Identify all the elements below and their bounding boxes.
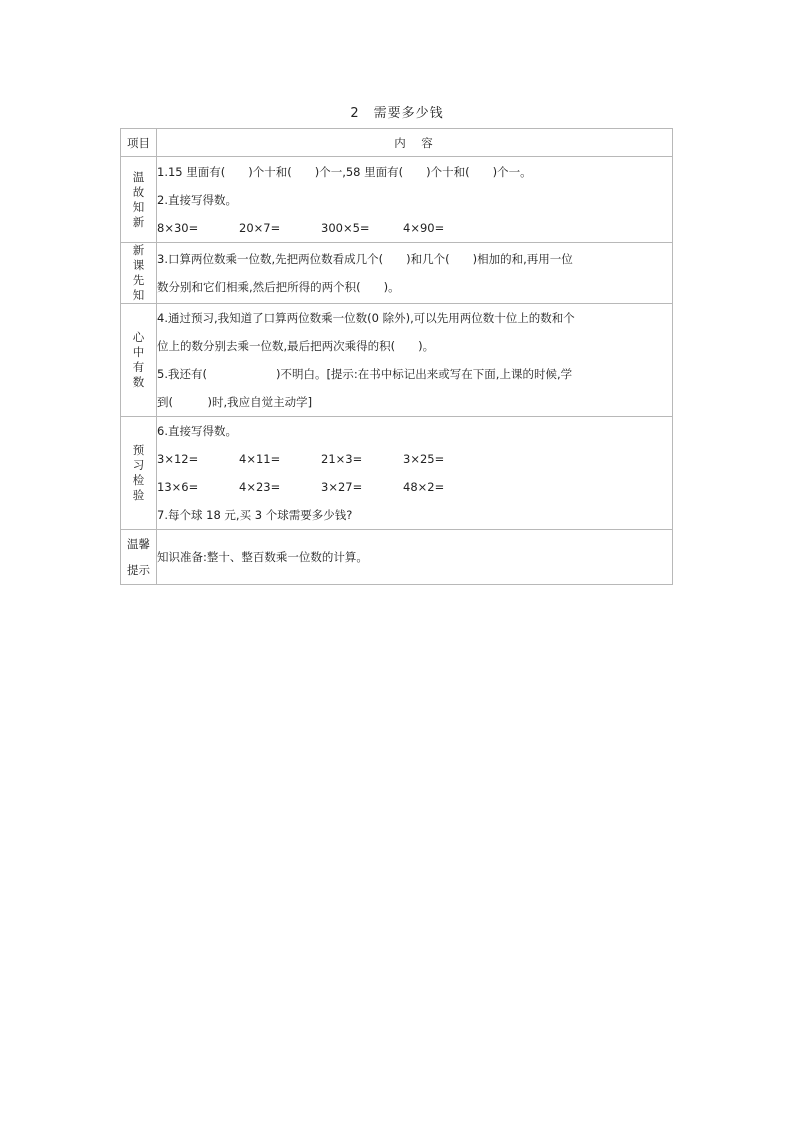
calc-item: 13×6= bbox=[157, 480, 199, 494]
question-7: 7.每个球 18 元,买 3 个球需要多少钱? bbox=[157, 508, 353, 522]
label-char: 预 bbox=[132, 443, 145, 457]
section-preview bbox=[121, 243, 673, 304]
label-char: 检 bbox=[132, 473, 145, 487]
label-char: 新 bbox=[132, 214, 145, 229]
question-3-line-1: 3.口算两位数乘一位数,先把两位数看成几个( )和几个( )相加的和,再用一位 bbox=[157, 252, 573, 266]
label-char: 习 bbox=[132, 458, 145, 472]
label-char: 新 bbox=[132, 243, 145, 257]
label-char: 温 bbox=[132, 169, 145, 184]
label-char: 课 bbox=[132, 258, 145, 272]
calc-item: 20×7= bbox=[239, 220, 281, 235]
calc-item: 3×25= bbox=[403, 452, 445, 466]
calc-row bbox=[157, 214, 672, 242]
section-tip bbox=[121, 530, 673, 585]
question-5-line-2: 到( )时,我应自觉主动学] bbox=[157, 395, 313, 409]
section-label-review bbox=[121, 157, 157, 243]
section-content-reflection bbox=[157, 304, 673, 417]
section-content-review bbox=[157, 157, 673, 243]
question-6: 6.直接写得数。 bbox=[157, 424, 237, 438]
section-label-check bbox=[121, 417, 157, 530]
label-word: 提示 bbox=[127, 563, 150, 577]
calc-row bbox=[157, 445, 672, 473]
header-content: 内 容 bbox=[157, 129, 673, 157]
calc-item: 48×2= bbox=[403, 480, 445, 494]
table-header-row bbox=[121, 129, 673, 157]
label-char: 故 bbox=[132, 184, 145, 199]
label-char: 验 bbox=[132, 488, 145, 502]
section-content-check bbox=[157, 417, 673, 530]
section-label-tip bbox=[121, 530, 157, 585]
label-char: 数 bbox=[132, 375, 145, 389]
question-5-line-1: 5.我还有( )不明白。[提示:在书中标记出来或写在下面,上课的时候,学 bbox=[157, 367, 573, 381]
section-label-preview bbox=[121, 243, 157, 304]
question-4-line-2: 位上的数分别去乘一位数,最后把两次乘得的积( )。 bbox=[157, 339, 435, 353]
label-char: 先 bbox=[132, 273, 145, 287]
section-content-preview bbox=[157, 243, 673, 304]
worksheet-table bbox=[120, 128, 673, 585]
calc-item: 21×3= bbox=[321, 452, 363, 466]
calc-item: 3×27= bbox=[321, 480, 363, 494]
section-content-tip bbox=[157, 530, 673, 585]
label-word: 温馨 bbox=[127, 537, 150, 551]
section-review bbox=[121, 157, 673, 243]
tip-text: 知识准备:整十、整百数乘一位数的计算。 bbox=[157, 550, 368, 564]
question-4-line-1: 4.通过预习,我知道了口算两位数乘一位数(0 除外),可以先用两位数十位上的数和个 bbox=[157, 311, 575, 325]
section-label-reflection bbox=[121, 304, 157, 417]
question-2: 2.直接写得数。 bbox=[157, 192, 237, 207]
calc-item: 3×12= bbox=[157, 452, 199, 466]
calc-row bbox=[157, 473, 672, 501]
label-char: 知 bbox=[132, 199, 145, 214]
section-check bbox=[121, 417, 673, 530]
question-3-line-2: 数分别和它们相乘,然后把所得的两个积( )。 bbox=[157, 280, 400, 294]
calc-item: 8×30= bbox=[157, 220, 199, 235]
calc-item: 4×11= bbox=[239, 452, 281, 466]
calc-item: 300×5= bbox=[321, 220, 370, 235]
label-char: 知 bbox=[132, 288, 145, 302]
page-title: 2 需要多少钱 bbox=[350, 106, 444, 121]
question-1: 1.15 里面有( )个十和( )个一,58 里面有( )个十和( )个一。 bbox=[157, 164, 532, 179]
label-char: 心 bbox=[132, 330, 145, 344]
calc-item: 4×23= bbox=[239, 480, 281, 494]
calc-item: 4×90= bbox=[403, 220, 445, 235]
section-reflection bbox=[121, 304, 673, 417]
label-char: 中 bbox=[132, 345, 145, 359]
label-char: 有 bbox=[132, 360, 145, 374]
header-item: 项目 bbox=[121, 129, 157, 157]
